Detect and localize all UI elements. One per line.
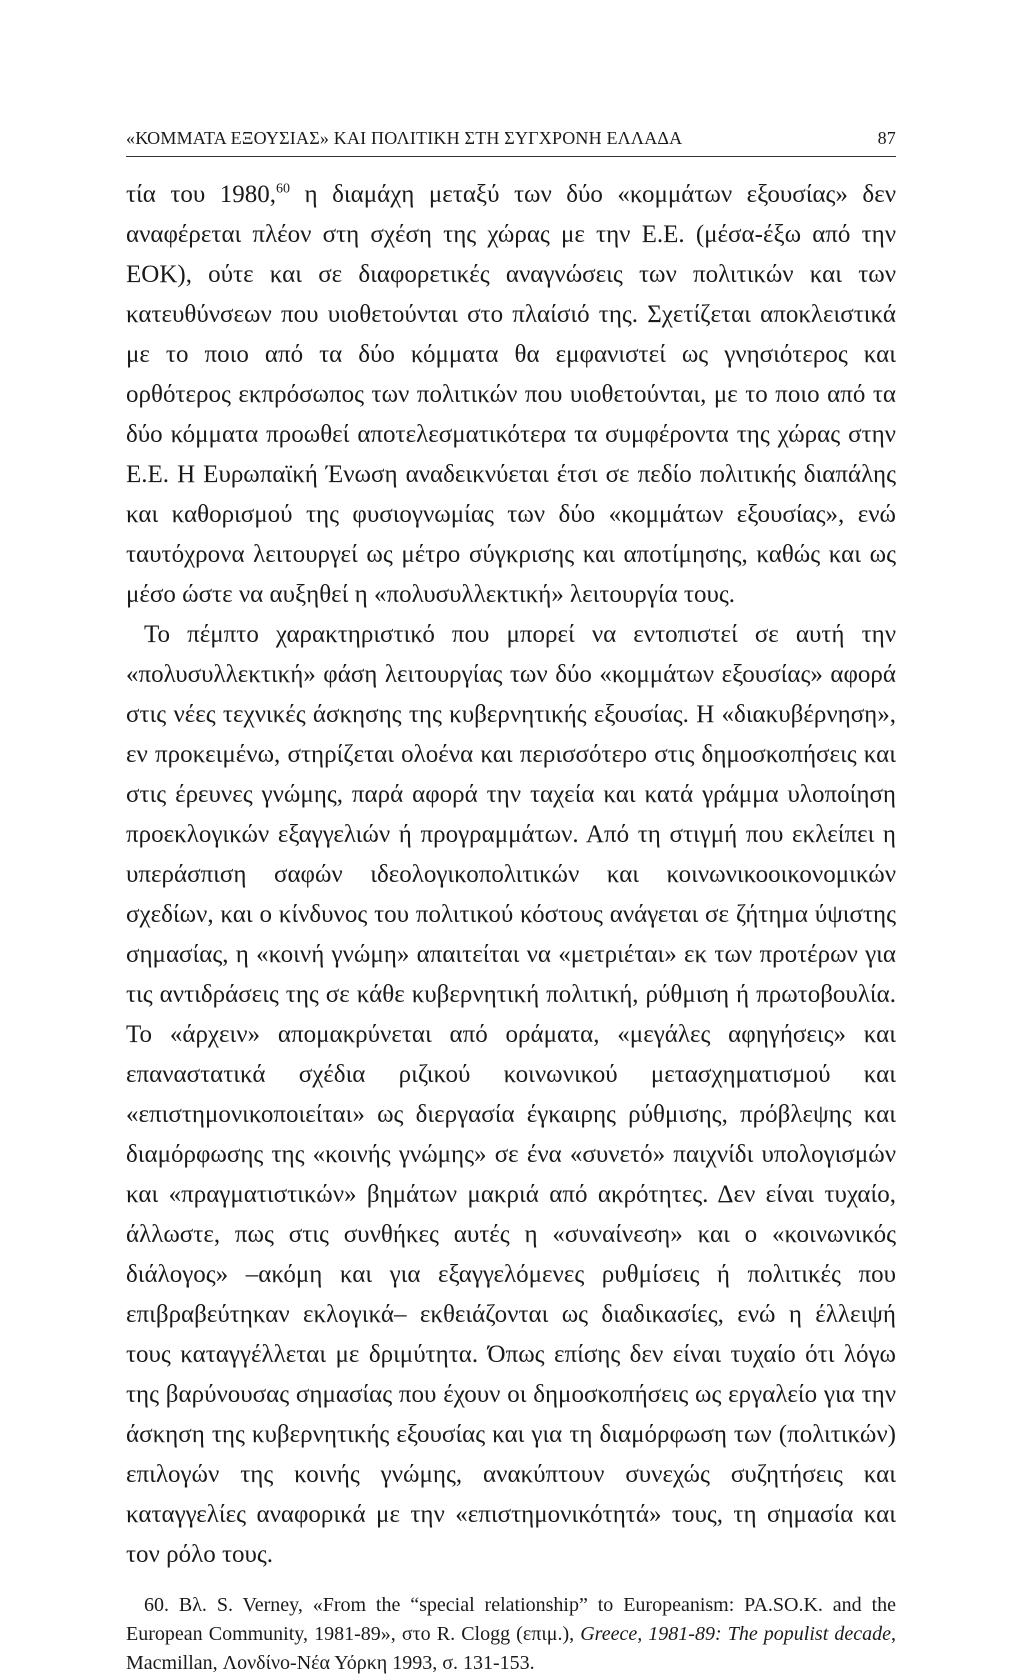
paragraph-text: η διαμάχη μεταξύ των δύο «κομμάτων εξουσίας» δεν αναφέρεται πλέον στη σχέση της χώρας με την Ε.Ε. (μέσα-έξω από την ΕΟΚ), ούτε και σε διαφορετικές αναγνώσεις των πολιτικών και των κατευθύνσεων που υιοθετούνται στο πλαίσιό της. Σχετίζεται αποκλειστικά με το ποιο από τα δύο κόμματα θα εμφανιστεί ως γνησιότερος και ορθότερος εκπρόσωπος των πολιτικών που υιοθετούνται, με το ποιο από τα δύο κόμματα προωθεί αποτελεσματικότερα τα συμφέροντα της χώρας στην Ε.Ε. Η Ευρωπαϊκή Ένωση αναδεικνύεται έτσι σε πεδίο πολιτικής διαπάλης και καθορισμού της φυσιογνωμίας των δύο «κομμάτων εξουσίας», ενώ ταυτόχρονα λειτουργεί ως μέτρο σύγκρισης και αποτίμησης, καθώς και ως μέσο ώστε να αυξηθεί η «πολυσυλλεκτική» λειτουργία τους. [126, 181, 897, 608]
paragraph: Το πέμπτο χαρακτηριστικό που μπορεί να εντοπιστεί σε αυτή την «πολυσυλλεκτική» φάση λειτουργίας των δύο «κομμάτων εξουσίας» αφορά στις νέες τεχνικές άσκησης της κυβερνητικής εξουσίας. Η «διακυβέρνηση», εν προκειμένω, στηρίζεται ολοένα και περισσότερο στις δημοσκοπήσεις και στις έρευνες γνώμης, παρά αφορά την ταχεία και κατά γράμμα υλοποίηση προεκλογικών εξαγγελιών ή προγραμμάτων. Από τη στιγμή που εκλείπει η υπεράσπιση σαφών ιδεολογικοπολιτικών και κοινωνικοοικονομικών σχεδίων, και ο κίνδυνος του πολιτικού κόστους ανάγεται σε ζήτημα ύψιστης σημασίας, η «κοινή γνώμη» απαιτείται να «μετριέται» εκ των προτέρων για τις αντιδράσεις της σε κάθε κυβερνητική πολιτική, ρύθμιση ή πρωτοβουλία. Το «άρχειν» απομακρύνεται από οράματα, «μεγάλες αφηγήσεις» και επαναστατικά σχέδια ριζικού κοινωνικού μετασχηματισμού και «επιστημονικοποιείται» ως διεργασία έγκαιρης ρύθμισης, πρόβλεψης και διαμόρφωσης της «κοινής γνώμης» σε ένα «συνετό» παιχνίδι υπολογισμών και «πραγματιστικών» βημάτων μακριά από ακρότητες. Δεν είναι τυχαίο, άλλωστε, πως στις συνθήκες αυτές η «συναίνεση» και ο «κοινωνικός διάλογος» –ακόμη και για εξαγγελόμενες ρυθμίσεις ή πολιτικές που επιβραβεύτηκαν εκλογικά– εκθειάζονται ως διαδικασίες, ενώ η έλλειψή τους καταγγέλλεται με δριμύτητα. Όπως επίσης δεν είναι τυχαίο ότι λόγω της βαρύνουσας σημασίας που έχουν οι δημοσκοπήσεις ως εργαλείο για την άσκηση της κυβερνητικής εξουσίας και για τη διαμόρφωση των (πολιτικών) επιλογών της κοινής γνώμης, ανακύπτουν συνεχώς συζητήσεις και καταγγελίες αναφορικά με την «επιστημονικότητά» τους, τη σημασία και τον ρόλο τους. [126, 621, 896, 1568]
footnote-text: 60. Βλ. S. Verney, «From the “special relationship” to Europeanism: PA.SO.K. and the European Community, 1981-89», στο R. Clogg (επιμ.), [126, 1594, 896, 1645]
page-number: 87 [877, 128, 896, 148]
footnote-text: , Macmillan, Λονδίνο-Νέα Υόρκη 1993, σ. 131-153. [126, 1623, 896, 1674]
body-text [126, 175, 896, 1575]
book-page [126, 126, 896, 1678]
footnote [126, 1591, 896, 1678]
running-title: «ΚΟΜΜΑΤΑ ΕΞΟΥΣΙΑΣ» ΚΑΙ ΠΟΛΙΤΙΚΗ ΣΤΗ ΣΥΓΧΡΟΝΗ ΕΛΛΑΔΑ [126, 128, 683, 148]
paragraph-continued [126, 175, 896, 615]
paragraph-text: τία του 1980, [126, 181, 277, 208]
running-header [126, 126, 896, 157]
footnote-book-title: Greece, 1981-89: The populist decade [580, 1623, 891, 1645]
footnote-reference: 60 [276, 181, 291, 197]
